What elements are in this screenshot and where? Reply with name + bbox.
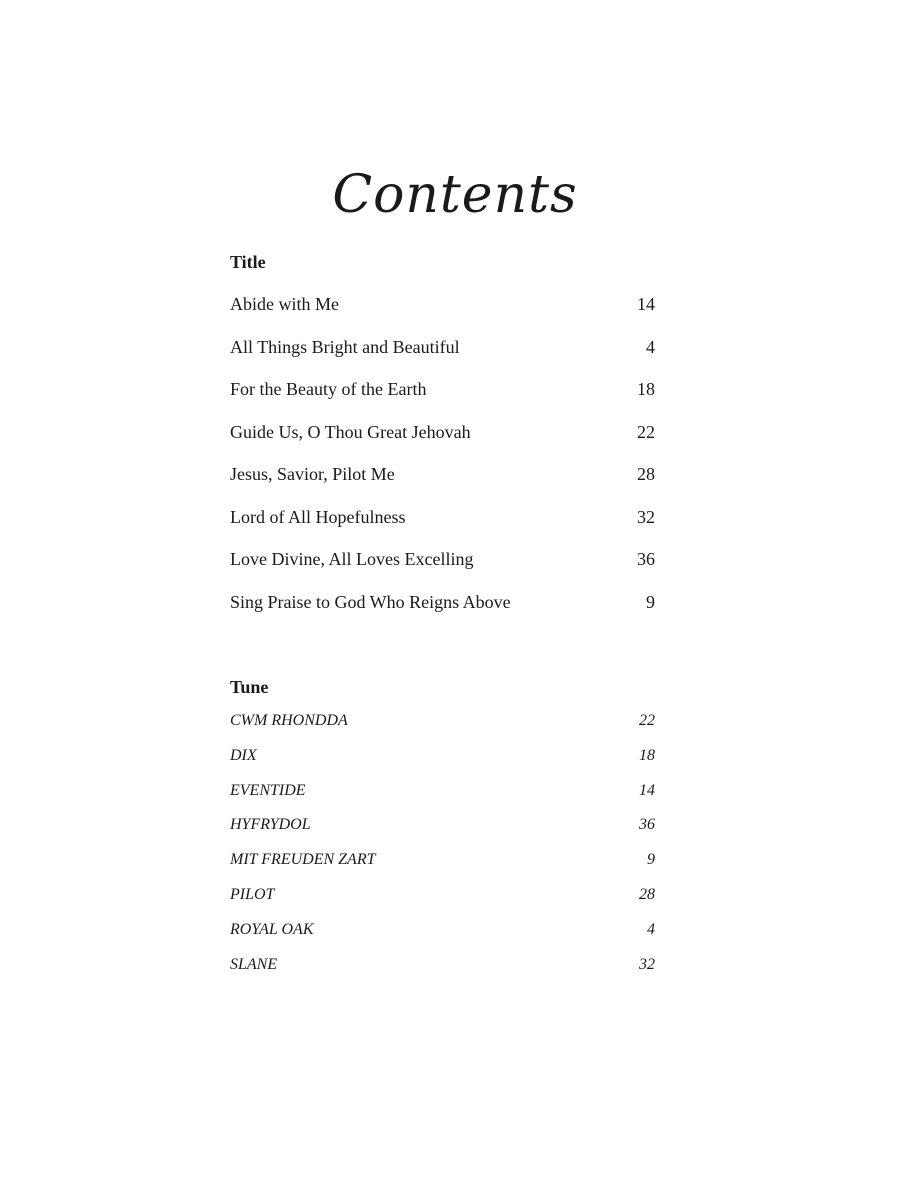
page-title: Contents — [332, 165, 578, 225]
tune-entry-name: SLANE — [230, 955, 278, 973]
title-entry[interactable] — [230, 464, 655, 507]
title-entry[interactable] — [230, 422, 655, 465]
tune-index-list — [230, 711, 655, 989]
tune-entry[interactable] — [230, 815, 655, 850]
tune-entry[interactable] — [230, 781, 655, 816]
tune-entry-page: 9 — [647, 851, 655, 869]
tune-entry-page: 22 — [639, 712, 655, 729]
tune-entry[interactable] — [230, 711, 655, 746]
tune-index-section — [230, 677, 655, 989]
title-entry-name: Abide with Me — [230, 294, 339, 314]
title-entry-page: 9 — [646, 591, 655, 612]
title-index-section — [230, 252, 655, 634]
tune-entry-name: CWM RHONDDA — [230, 712, 348, 729]
title-entry-page: 32 — [637, 506, 655, 527]
title-entry[interactable] — [230, 592, 655, 635]
tune-entry[interactable] — [230, 850, 655, 885]
tune-entry-page: 14 — [639, 781, 655, 799]
tune-entry-name: MIT FREUDEN ZART — [230, 851, 376, 869]
title-entry-name: Love Divine, All Loves Excelling — [230, 549, 474, 569]
tune-entry-name: HYFRYDOL — [230, 816, 311, 834]
tune-index-heading: Tune — [230, 677, 269, 697]
title-entry[interactable] — [230, 507, 655, 550]
tune-entry-name: ROYAL OAK — [230, 920, 314, 938]
title-index-heading: Title — [230, 252, 266, 272]
tune-entry-page: 36 — [639, 816, 655, 834]
tune-entry-name: PILOT — [230, 885, 275, 903]
title-entry[interactable] — [230, 549, 655, 592]
tune-entry[interactable] — [230, 746, 655, 781]
title-entry-name: Jesus, Savior, Pilot Me — [230, 464, 395, 484]
tune-entry-page: 32 — [639, 955, 655, 973]
tune-entry-page: 28 — [639, 885, 655, 903]
title-entry[interactable] — [230, 379, 655, 422]
tune-entry-page: 4 — [647, 920, 655, 938]
title-entry[interactable] — [230, 294, 655, 337]
title-entry-page: 22 — [637, 421, 655, 442]
tune-entry[interactable] — [230, 955, 655, 990]
tune-entry-name: EVENTIDE — [230, 781, 306, 799]
title-entry-name: Guide Us, O Thou Great Jehovah — [230, 421, 471, 442]
title-entry-name: Lord of All Hopefulness — [230, 506, 406, 527]
title-index-list — [230, 294, 655, 634]
title-entry-page: 14 — [637, 294, 655, 314]
title-entry-name: All Things Bright and Beautiful — [230, 336, 460, 357]
tune-entry[interactable] — [230, 920, 655, 955]
title-entry-page: 36 — [637, 549, 655, 569]
tune-entry-name: DIX — [230, 746, 257, 764]
title-entry[interactable] — [230, 337, 655, 380]
tune-entry-page: 18 — [639, 746, 655, 764]
tune-entry[interactable] — [230, 885, 655, 920]
title-entry-page: 28 — [637, 464, 655, 484]
title-entry-page: 18 — [637, 379, 655, 399]
title-entry-page: 4 — [646, 336, 655, 357]
title-entry-name: Sing Praise to God Who Reigns Above — [230, 591, 511, 612]
title-entry-name: For the Beauty of the Earth — [230, 379, 427, 399]
